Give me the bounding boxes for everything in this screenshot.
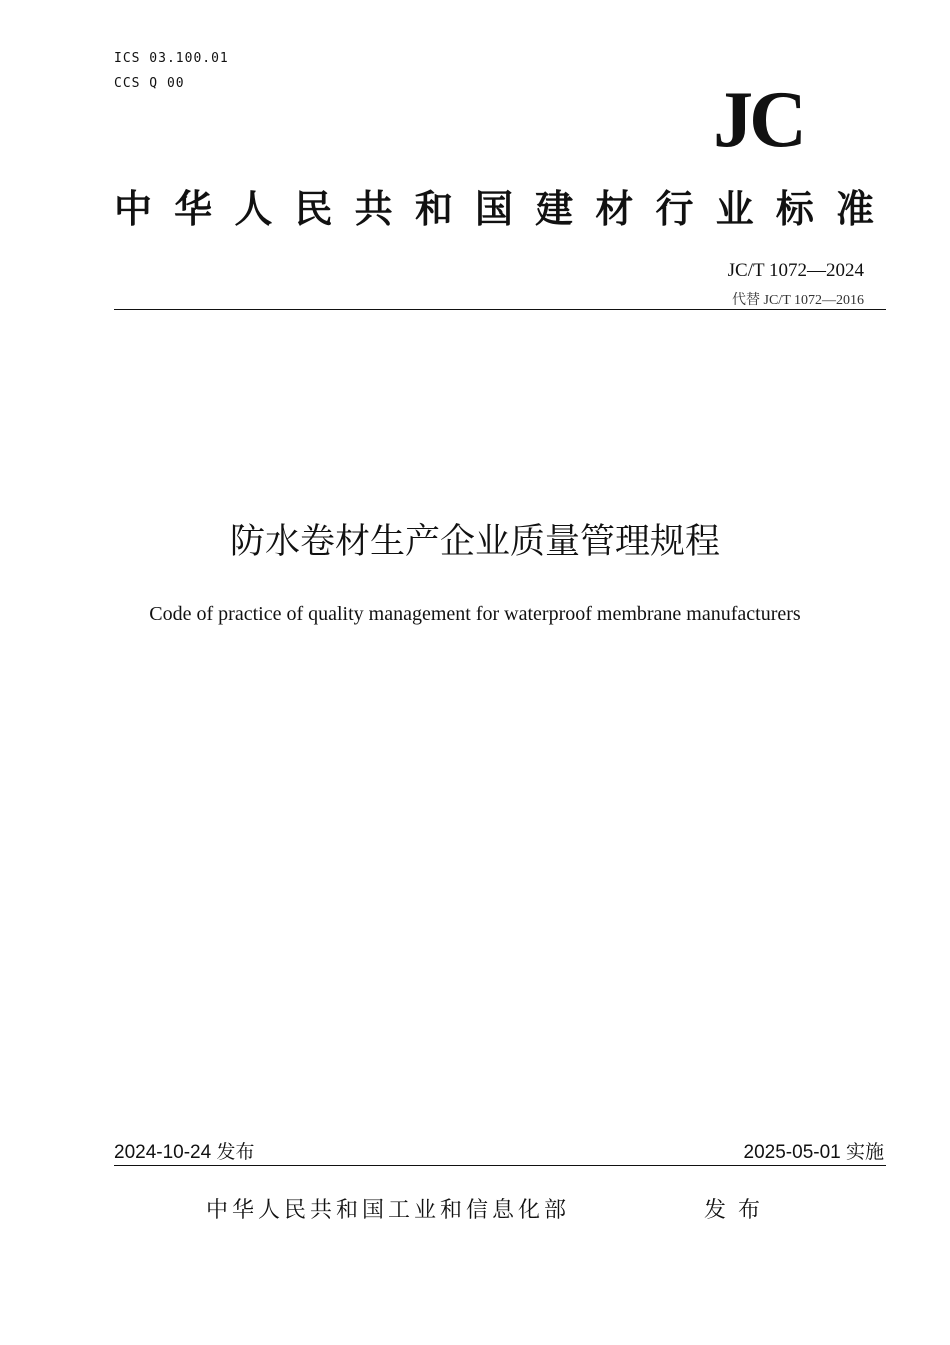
footer-divider <box>114 1165 886 1166</box>
publish-date: 2024-10-24 发布 <box>114 1142 255 1163</box>
replaces-standard: 代替 JC/T 1072—2016 <box>732 293 864 308</box>
issue-label: 发布 <box>704 1198 773 1223</box>
header-divider <box>114 309 886 310</box>
effective-date: 2025-05-01 实施 <box>743 1142 884 1163</box>
document-title-cn: 防水卷材生产企业质量管理规程 <box>229 522 720 562</box>
standard-code: JC/T 1072—2024 <box>727 260 864 281</box>
issuing-authority: 中华人民共和国工业和信息化部 <box>206 1198 571 1223</box>
ccs-code: CCS Q 00 <box>114 76 185 91</box>
ics-code: ICS 03.100.01 <box>114 51 229 66</box>
document-title-en: Code of practice of quality management for waterproof membrane manufacturers <box>149 603 801 625</box>
jc-logo: JC <box>713 76 803 164</box>
standard-category-title: 中华人民共和国建材行业标准 <box>114 187 874 231</box>
